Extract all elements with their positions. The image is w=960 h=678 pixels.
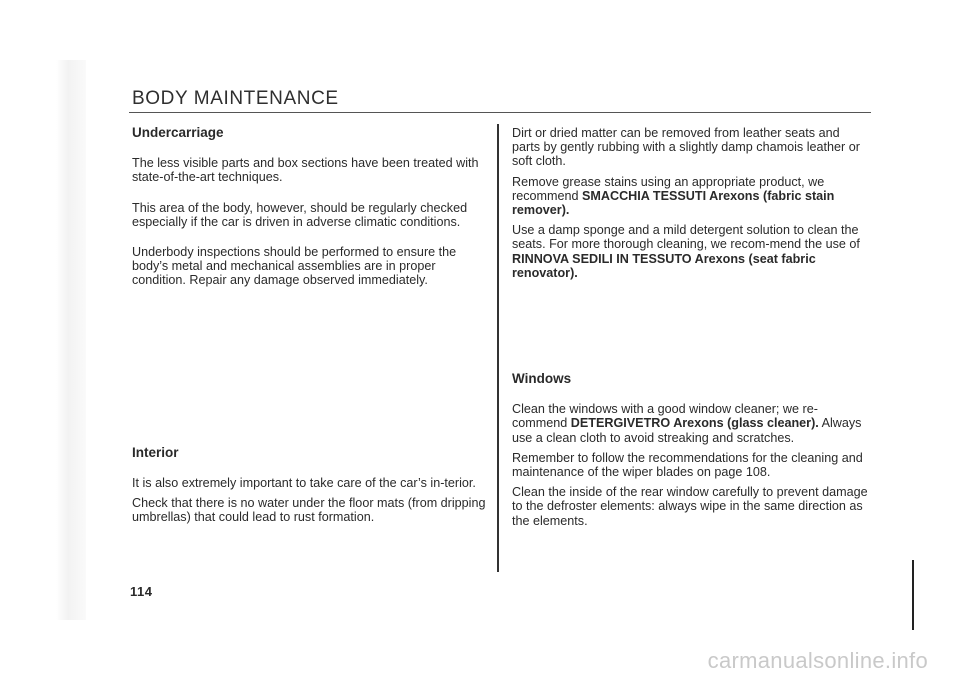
undercarriage-paragraph-1: The less visible parts and box sections have been treated with state-of-the-art techniques.	[132, 156, 479, 185]
right-column	[512, 126, 870, 538]
undercarriage-paragraph-3: Underbody inspections should be performed to ensure the body’s metal and mechanical assemblies are in proper condition. Repair any damage observed immediately.	[132, 245, 457, 288]
windows-text: Clean the windows with a good window cleaner; we re-commend	[512, 402, 818, 431]
left-column	[132, 126, 486, 534]
rear-window-paragraph: Clean the inside of the rear window carefully to prevent damage to the defroster elements: always wipe in the same direction as the elements.	[512, 485, 868, 528]
windows-text-end: Always use a clean cloth to avoid streaking and scratches.	[512, 416, 862, 445]
grease-paragraph	[512, 175, 870, 218]
header-rule	[129, 112, 871, 113]
watermark	[0, 648, 960, 674]
product-name-rinnova: RINNOVA SEDILI IN TESSUTO Arexons (seat fabric renovator).	[512, 251, 816, 280]
scan-shadow	[56, 60, 86, 620]
interior-paragraph-2: Check that there is no water under the floor mats (from dripping umbrellas) that could lead to rust formation.	[132, 496, 486, 525]
watermark-text: carmanualsonline.info	[707, 648, 928, 673]
interior-paragraph-1: It is also extremely important to take care of the car’s in-terior.	[132, 475, 476, 490]
windows-paragraph-1	[512, 402, 870, 445]
product-name-detergivetro: DETERGIVETRO Arexons (glass cleaner).	[570, 416, 819, 431]
seat-cleaning-paragraph	[512, 223, 870, 280]
product-name-smacchia: SMACCHIA TESSUTI Arexons (fabric stain remover).	[512, 188, 835, 218]
page-title: BODY MAINTENANCE	[132, 88, 339, 109]
page-number: 114	[130, 584, 153, 599]
leather-paragraph: Dirt or dried matter can be removed from leather seats and parts by gently rubbing with a slightly damp chamois leather or soft cloth.	[512, 126, 860, 169]
undercarriage-paragraph-2: This area of the body, however, should be regularly checked especially if the car is driven in adverse climatic conditions.	[132, 200, 468, 229]
wiper-paragraph: Remember to follow the recommendations for the cleaning and maintenance of the wiper blades on page 108.	[512, 450, 863, 480]
seat-cleaning-text: Use a damp sponge and a mild detergent solution to clean the seats. For more thorough cleaning, we recom-mend the use of	[512, 223, 860, 252]
grease-text: Remove grease stains using an appropriate product, we recommend	[512, 174, 825, 203]
column-divider	[497, 124, 499, 572]
scan-edge-mark	[912, 560, 914, 630]
undercarriage-heading: Undercarriage	[132, 125, 224, 140]
windows-heading: Windows	[512, 371, 572, 387]
interior-heading: Interior	[132, 444, 179, 460]
